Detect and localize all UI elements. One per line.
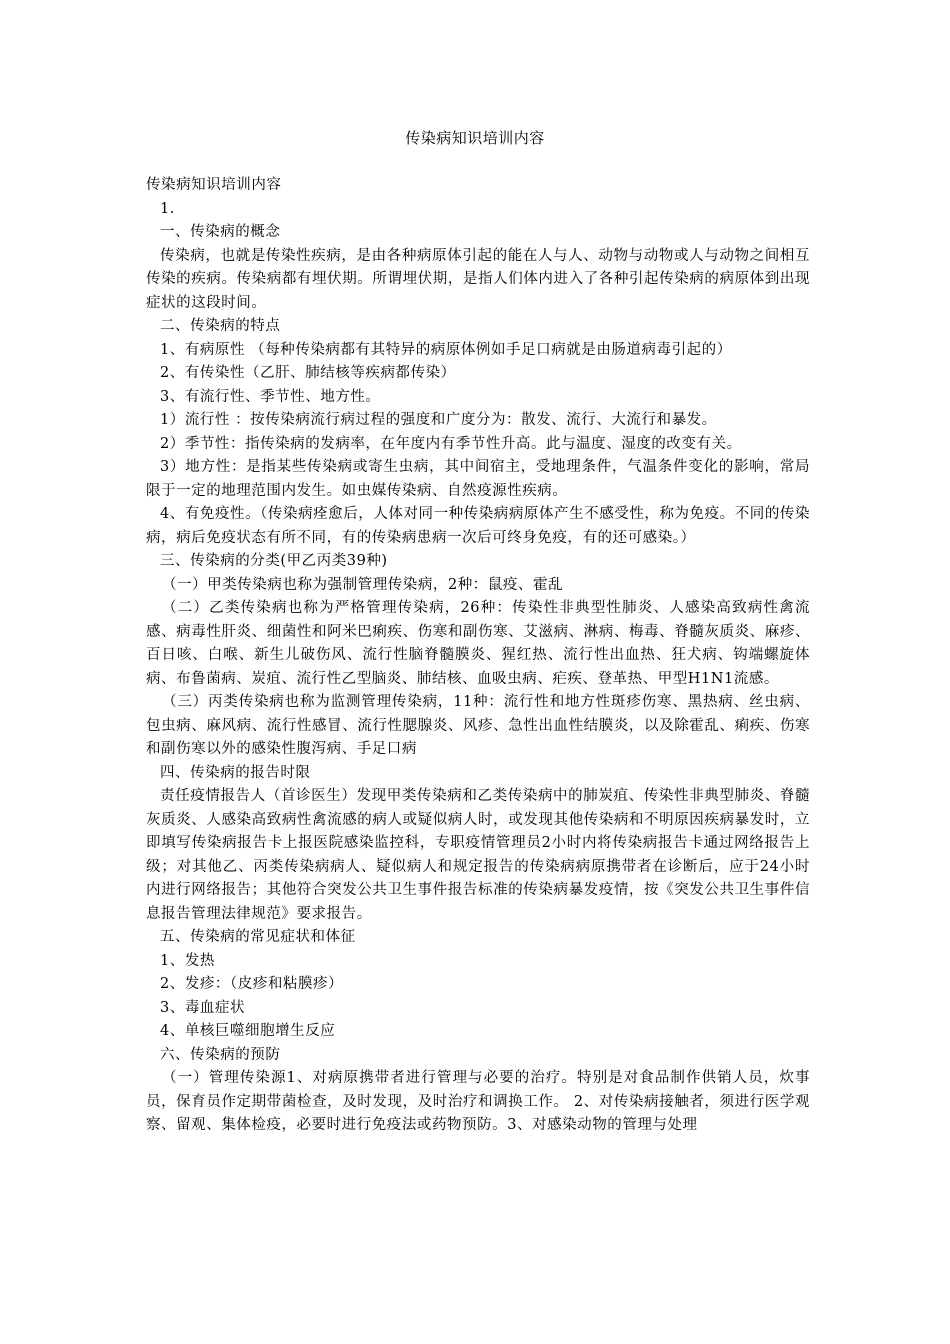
paragraph: 传染病，也就是传染性疾病，是由各种病原体引起的能在人与人、动物与动物或人与动物之间相互传染的疾病。传染病都有埋伏期。所谓埋伏期，是指人们体内进入了各种引起传染病的病原体到出现症状的这段时间。 bbox=[146, 247, 810, 311]
paragraph: 4、有免疫性。（传染病痊愈后，人体对同一种传染病病原体产生不感受性，称为免疫。不同的传染病，病后免疫状态有所不同，有的传染病患病一次后可终身免疫，有的还可感染。） bbox=[146, 506, 810, 546]
paragraph: 1. bbox=[160, 200, 175, 217]
paragraph: 责任疫情报告人（首诊医生）发现甲类传染病和乙类传染病中的肺炭疽、传染性非典型肺炎、脊髓灰质炎、人感染高致病性禽流感的病人或疑似病人时，或发现其他传染病和不明原因疾病暴发时，立即填写传染病报告卡上报医院感染监控科，专职疫情管理员2小时内将传染病报告卡通过网络报告上级；对其他乙、丙类传染病病人、疑似病人和规定报告的传染病病原携带者在诊断后，应于24小时内进行网络报告；其他符合突发公共卫生事件报告标准的传染病暴发疫情，按《突发公共卫生事件信息报告管理法律规范》要求报告。 bbox=[146, 788, 810, 922]
document-title: 传染病知识培训内容 bbox=[405, 129, 545, 147]
paragraph: 3、有流行性、季节性、地方性。 bbox=[160, 388, 381, 405]
paragraph: 4、单核巨噬细胞增生反应 bbox=[160, 1023, 336, 1039]
paragraph: 二、传染病的特点 bbox=[160, 318, 281, 334]
paragraph: 2、有传染性（乙肝、肺结核等疾病都传染） bbox=[160, 365, 456, 381]
paragraph: 2、发疹：（皮疹和粘膜疹） bbox=[160, 976, 344, 992]
paragraph: （三）丙类传染病也称为监测管理传染病，11种：流行性和地方性斑疹伤寒、黑热病、丝虫病、包虫病、麻风病、流行性感冒、流行性腮腺炎、风疹、急性出血性结膜炎，以及除霍乱、痢疾、伤寒和副伤寒以外的感染性腹泻病、手足口病 bbox=[146, 694, 810, 757]
paragraph: 四、传染病的报告时限 bbox=[160, 764, 311, 781]
paragraph: 3）地方性：是指某些传染病或寄生虫病，其中间宿主，受地理条件，气温条件变化的影响，常局限于一定的地理范围内发生。如虫媒传染病、自然疫源性疾病。 bbox=[146, 459, 810, 499]
paragraph: （一）甲类传染病也称为强制管理传染病，2种：鼠疫、霍乱 bbox=[162, 576, 564, 593]
paragraph: 2）季节性：指传染病的发病率，在年度内有季节性升高。此与温度、湿度的改变有关。 bbox=[160, 435, 742, 452]
paragraph: 五、传染病的常见症状和体征 bbox=[160, 929, 356, 945]
paragraph: 六、传染病的预防 bbox=[160, 1046, 281, 1063]
paragraph: （二）乙类传染病也称为严格管理传染病，26种：传染性非典型性肺炎、人感染高致病性禽流感、病毒性肝炎、细菌性和阿米巴痢疾、伤寒和副伤寒、艾滋病、淋病、梅毒、脊髓灰质炎、麻疹、百日咳、白喉、新生儿破伤风、流行性脑脊髓膜炎、猩红热、流行性出血热、狂犬病、钩端螺旋体病、布鲁菌病、炭疽、流行性乙型脑炎、肺结核、血吸虫病、疟疾、登革热、甲型H1N1流感。 bbox=[146, 600, 810, 687]
paragraph: 传染病知识培训内容 bbox=[146, 177, 282, 193]
paragraph: （一）管理传染源1、对病原携带者进行管理与必要的治疗。特别是对食品制作供销人员，炊事员，保育员作定期带菌检查，及时发现，及时治疗和调换工作。 2、对传染病接触者，须进行医学观察、留观、集体检疫，必要时进行免疫法或药物预防。3、对感染动物的管理与处理 bbox=[146, 1070, 810, 1133]
paragraph: 1、有病原性 （每种传染病都有其特异的病原体例如手足口病就是由肠道病毒引起的） bbox=[160, 341, 732, 358]
document-body bbox=[146, 174, 810, 1138]
paragraph: 1、发热 bbox=[160, 952, 215, 969]
paragraph: 1）流行性 ：按传染病流行病过程的强度和广度分为：散发、流行、大流行和暴发。 bbox=[160, 412, 717, 428]
paragraph: 3、毒血症状 bbox=[160, 999, 246, 1016]
paragraph: 三、传染病的分类(甲乙丙类39种) bbox=[160, 553, 388, 569]
paragraph: 一、传染病的概念 bbox=[160, 224, 281, 240]
